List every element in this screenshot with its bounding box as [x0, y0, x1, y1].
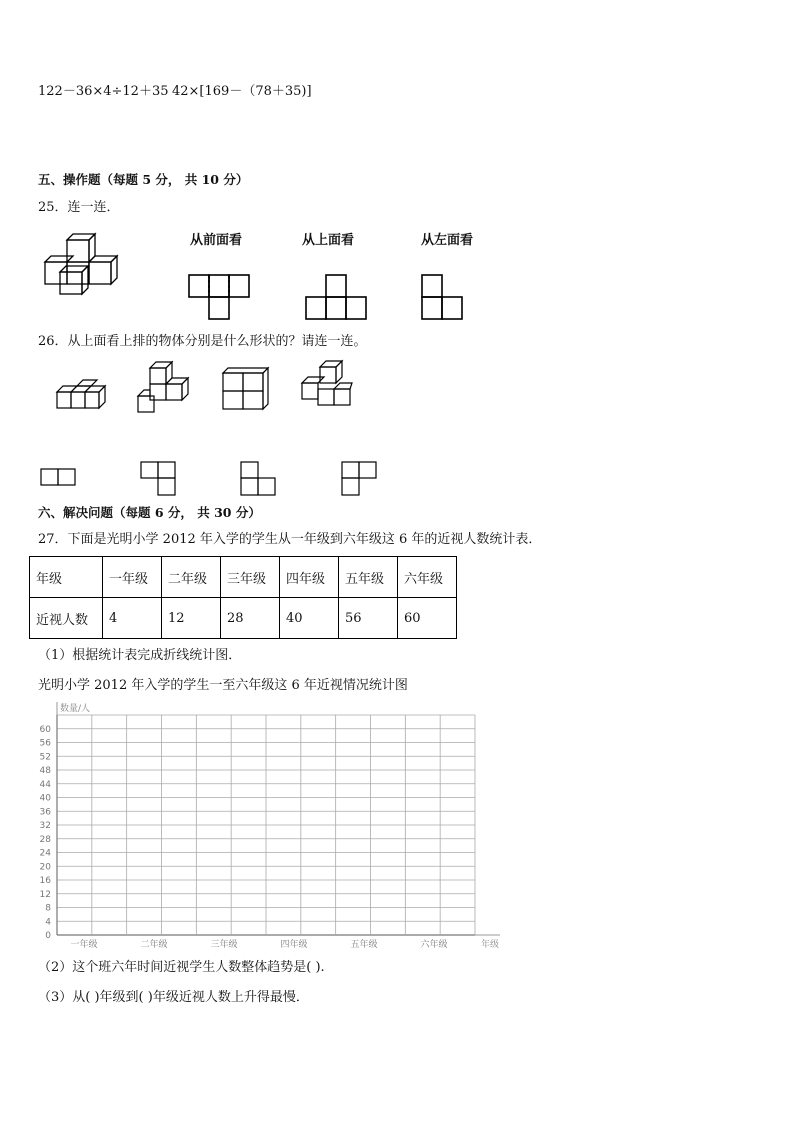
- table-cell: 60: [398, 598, 457, 639]
- y-tick-label: 20: [39, 862, 51, 873]
- section-6-heading: 六、解决问题（每题 6 分， 共 30 分）: [38, 505, 261, 520]
- q26-shape-2: [140, 461, 176, 497]
- y-tick-label: 12: [39, 889, 51, 900]
- view-shape-a: [188, 274, 252, 320]
- expression-2: 42×[169－（78＋35)]: [172, 84, 312, 99]
- y-tick-label: 44: [39, 779, 51, 790]
- section-5-heading: 五、操作题（每题 5 分， 共 10 分）: [38, 172, 249, 187]
- q25-prompt: 25．连一连．: [38, 200, 120, 215]
- table-row: [30, 598, 457, 639]
- table-cell: 40: [280, 598, 339, 639]
- table-cell: 4: [103, 598, 162, 639]
- y-tick-label: 32: [39, 821, 51, 831]
- y-tick-label: 24: [39, 848, 51, 859]
- view-shape-b: [305, 274, 369, 320]
- table-cell: 56: [339, 598, 398, 639]
- table-cell: 五年级: [339, 557, 398, 598]
- empty-line-chart-grid[interactable]: [30, 700, 510, 955]
- table-cell: 六年级: [398, 557, 457, 598]
- y-tick-label: 60: [39, 724, 51, 735]
- table-cell: 12: [162, 598, 221, 639]
- table-cell: 二年级: [162, 557, 221, 598]
- y-tick-label: 56: [39, 738, 51, 749]
- table-cell: 三年级: [221, 557, 280, 598]
- q26-object-2: [136, 362, 188, 416]
- y-tick-label: 48: [39, 766, 51, 776]
- expression-1: 122－36×4÷12＋35: [38, 84, 169, 99]
- q26-shape-3: [240, 461, 276, 497]
- q27-sub1: （1）根据统计表完成折线统计图．: [38, 648, 242, 663]
- x-tick-label: 三年级: [210, 940, 238, 950]
- q27-prompt: 27．下面是光明小学 2012 年入学的学生从一年级到六年级这 6 年的近视人数统计表．: [38, 532, 542, 547]
- table-cell: 四年级: [280, 557, 339, 598]
- y-tick-label: 16: [39, 876, 51, 886]
- q27-sub3: （3）从( )年级到( )年级近视人数上升得最慢．: [38, 990, 309, 1005]
- myopia-stats-table: [29, 556, 457, 639]
- y-tick-label: 8: [45, 903, 51, 914]
- chart-title: 光明小学 2012 年入学的学生一至六年级这 6 年近视情况统计图: [38, 678, 408, 693]
- q26-shape-1: [40, 468, 76, 490]
- x-axis-label: 年级: [481, 940, 500, 950]
- x-tick-label: 一年级: [70, 940, 98, 950]
- y-tick-label: 52: [39, 752, 51, 763]
- y-tick-label: 4: [45, 917, 51, 928]
- table-cell: 近视人数: [30, 598, 103, 639]
- x-tick-label: 五年级: [350, 940, 378, 950]
- view-label-top: 从上面看: [302, 233, 355, 248]
- q26-shape-4: [341, 461, 377, 497]
- table-cell: 年级: [30, 557, 103, 598]
- view-shape-c: [421, 274, 465, 320]
- table-row: [30, 557, 457, 598]
- x-axis-ticks: [70, 938, 447, 950]
- q27-sub2: （2）这个班六年时间近视学生人数整体趋势是( ).: [38, 960, 325, 975]
- y-tick-label: 0: [45, 931, 51, 941]
- y-tick-label: 28: [39, 834, 51, 845]
- y-tick-label: 40: [39, 793, 51, 804]
- table-cell: 一年级: [103, 557, 162, 598]
- x-tick-label: 二年级: [140, 940, 168, 950]
- q26-object-4: [300, 359, 352, 413]
- table-cell: 28: [221, 598, 280, 639]
- x-tick-label: 六年级: [420, 940, 448, 950]
- chart-grid: [57, 702, 500, 935]
- view-label-left: 从左面看: [421, 233, 474, 248]
- view-label-front: 从前面看: [190, 233, 243, 248]
- x-tick-label: 四年级: [280, 940, 308, 950]
- q26-object-3: [222, 367, 268, 411]
- q26-object-1: [55, 380, 105, 412]
- y-axis-label: 数量/人: [60, 704, 91, 714]
- y-axis-ticks: [40, 725, 52, 941]
- q25-cube-figure: [42, 230, 132, 300]
- y-tick-label: 36: [39, 807, 51, 818]
- q26-prompt: 26．从上面看上排的物体分别是什么形状的？请连一连。: [38, 334, 367, 349]
